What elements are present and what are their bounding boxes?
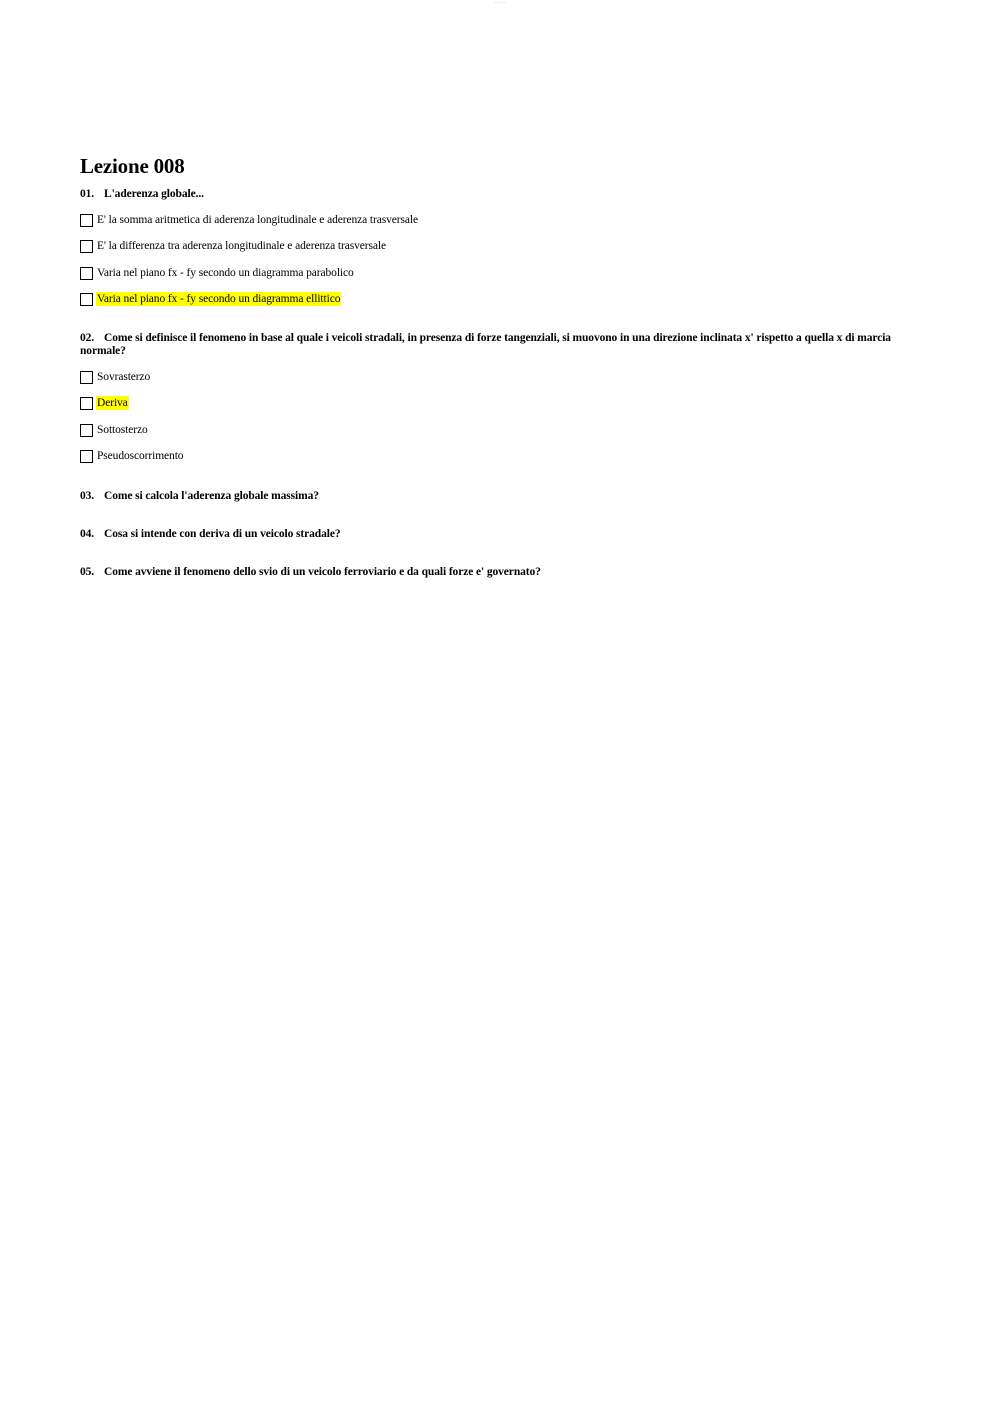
option-text: Pseudoscorrimento [97,450,184,462]
question-02-option-3 [80,422,149,438]
question-text: L'aderenza globale... [104,188,204,200]
option-text: E' la somma aritmetica di aderenza longitudinale e aderenza trasversale [97,214,418,226]
option-text-highlighted: Deriva [97,397,128,409]
question-01-option-3 [80,265,355,281]
lesson-title: Lezione 008 [80,154,185,178]
question-01-option-4 [80,291,341,307]
answer-checkbox[interactable] [80,397,93,410]
answer-checkbox[interactable] [80,240,93,253]
question-02-option-4 [80,448,184,464]
question-02 [80,332,910,358]
question-text: Come si definisce il fenomeno in base al quale i veicoli stradali, in presenza di forze tangenziali, si muovono in una direzione inclinata x' rispetto a quella x di marcia normale? [80,332,891,357]
answer-checkbox[interactable] [80,293,93,306]
option-text-highlighted: Varia nel piano fx - fy secondo un diagramma ellittico [97,293,341,305]
question-02-option-2 [80,395,129,411]
question-01 [80,188,910,201]
question-number: 02. [80,332,95,344]
page-header-mark: - - - - - [494,0,506,4]
option-text: Sottosterzo [97,424,148,436]
question-text: Come si calcola l'aderenza globale massima? [104,490,319,502]
answer-checkbox[interactable] [80,267,93,280]
option-text: Varia nel piano fx - fy secondo un diagramma parabolico [97,267,354,279]
option-text: Sovrasterzo [97,371,151,383]
question-number: 03. [80,490,95,502]
question-01-option-2 [80,238,387,254]
answer-checkbox[interactable] [80,450,93,463]
answer-checkbox[interactable] [80,424,93,437]
question-03 [80,490,910,503]
question-text: Cosa si intende con deriva di un veicolo stradale? [104,528,341,540]
option-text: E' la differenza tra aderenza longitudinale e aderenza trasversale [97,240,386,252]
question-02-option-1 [80,369,151,385]
question-number: 01. [80,188,95,200]
question-04 [80,528,910,541]
question-text: Come avviene il fenomeno dello svio di un veicolo ferroviario e da quali forze e' governato? [104,566,541,578]
question-number: 05. [80,566,95,578]
question-01-option-1 [80,212,419,228]
answer-checkbox[interactable] [80,214,93,227]
question-number: 04. [80,528,95,540]
answer-checkbox[interactable] [80,371,93,384]
question-05 [80,566,910,579]
